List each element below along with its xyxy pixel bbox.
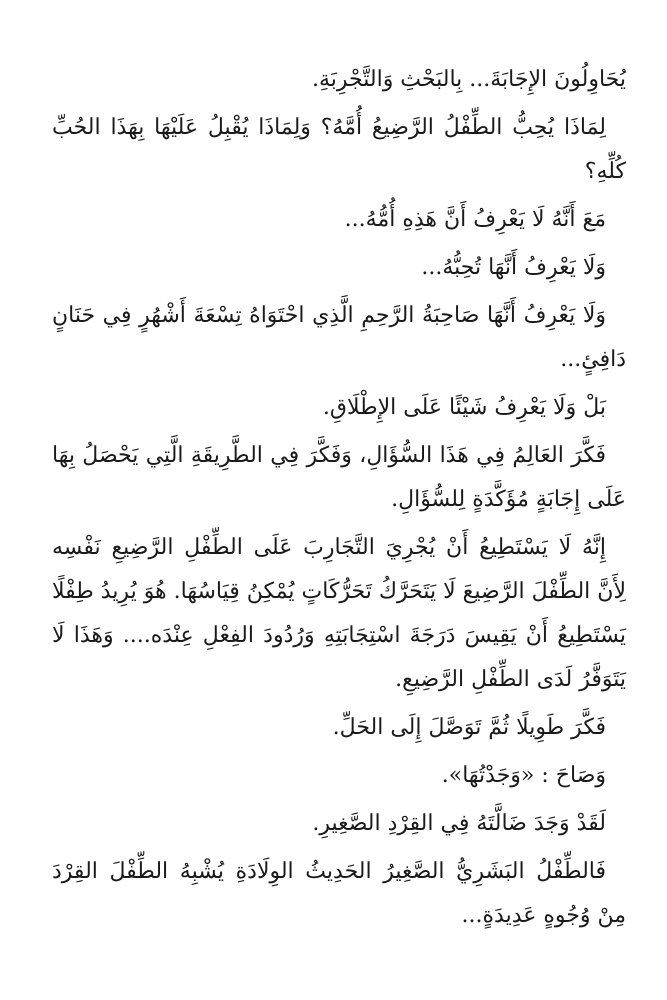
- book-page: [52, 58, 626, 942]
- paragraph-12: فَالطِّفْلُ البَشَرِيُّ الصَّغِيرُ الحَدِيثُ الوِلَادَةِ يُشْبِهُ الطِّفْلَ القِرْدَ مِنْ وُجُوهٍ عَدِيدَةٍ...: [52, 859, 626, 928]
- paragraph-5: وَلَا يَعْرِفُ أَنَّهَا صَاحِبَةُ الرَّحِمِ الَّذِي احْتَوَاهُ تِسْعَةَ أَشْهُرٍ فِي حَنَانٍ دَافِئٍ...: [52, 303, 626, 372]
- paragraph-10: وَصَاحَ : «وَجَدْتُهَا».: [441, 763, 606, 788]
- paragraph-2: لِمَاذَا يُحِبُّ الطِّفْلُ الرَّضِيعُ أُمَّهُ؟ وَلِمَاذَا يُقْبِلُ عَلَيْهَا بِهَذَا الحُبِّ كُلِّهِ؟: [52, 115, 626, 184]
- paragraph-3: مَعَ أَنَّهُ لَا يَعْرِفُ أَنَّ هَذِهِ أُمُّهُ...: [344, 207, 606, 232]
- paragraph-11: لَقَدْ وَجَدَ ضَالَّتَهُ فِي القِرْدِ الصَّغِيرِ.: [312, 811, 606, 836]
- paragraph-9: فَكَّرَ طَوِيلًا ثُمَّ تَوَصَّلَ إِلَى الحَلِّ.: [332, 715, 606, 740]
- paragraph-1: يُحَاوِلُونَ الإِجَابَةَ... بِالبَحْثِ وَالتَّجْرِبَةِ.: [311, 67, 626, 92]
- paragraph-4: وَلَا يَعْرِفُ أَنَّهَا تُحِبُّهُ...: [421, 255, 606, 280]
- paragraph-6: بَلْ وَلَا يَعْرِفُ شَيْئًا عَلَى الإِطْلَاقِ.: [322, 395, 606, 420]
- paragraph-7: فَكَّرَ العَالِمُ فِي هَذَا السُّؤَالِ، وَفَكَّرَ فِي الطَّرِيقَةِ الَّتِي يَحْصَلُ بِهَا عَلَى إِجَابَةٍ مُؤَكَّدَةٍ لِلسُّؤَالِ.: [52, 443, 626, 512]
- paragraph-8: إِنَّهُ لَا يَسْتَطِيعُ أَنْ يُجْرِيَ التَّجَارِبَ عَلَى الطِّفْلِ الرَّضِيعِ نَفْسِه لِأَنَّ الطِّفْلَ الرَّضِيعَ لَا يَتَحَرَّكُ تَحَرُّكَاتٍ يُمْكِنُ قِيَاسُهَا. هُوَ يُرِيدُ طِفْلًا يَسْتَطِيعُ أَنْ يَقِيسَ دَرَجَةَ اسْتِجَابَتِهِ وَرُدُودَ الفِعْلِ عِنْدَه.... وَهَذَا لَا يَتَوَفَّرُ لَدَى الطِّفْلِ الرَّضِيعِ.: [52, 535, 626, 692]
